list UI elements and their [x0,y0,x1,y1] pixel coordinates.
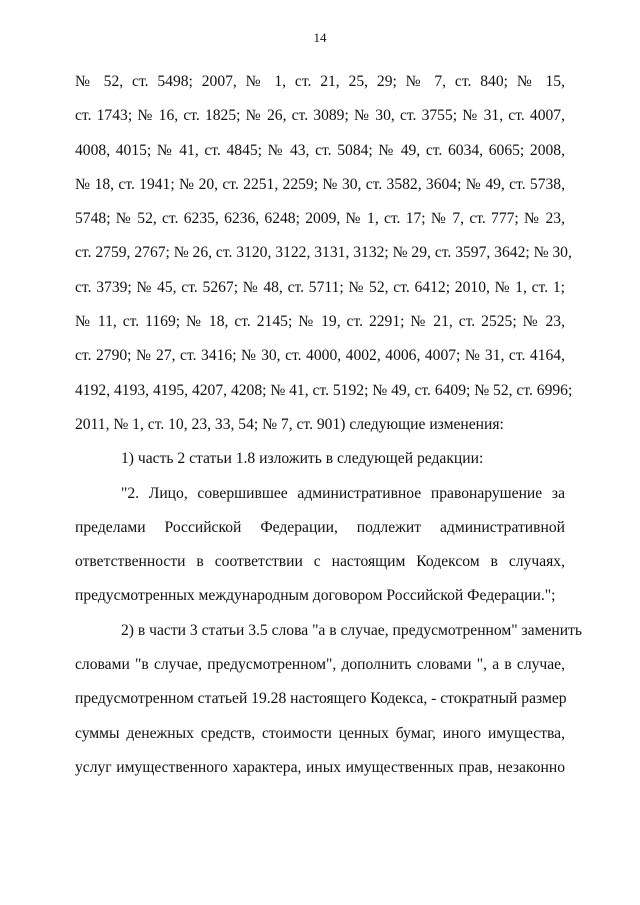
paragraph-first-line: 2) в части 3 статьи 3.5 слова "а в случае, предусмотренном" заменить [121,621,582,639]
text-line: № 18, ст. 1941; № 20, ст. 2251, 2259; № 30, ст. 3582, 3604; № 49, ст. 5738, [75,175,565,193]
paragraph-first-line: "2. Лицо, совершившее административное правонарушение за [121,484,565,502]
text-line: 2011, № 1, ст. 10, 23, 33, 54; № 7, ст. 901) следующие изменения: [75,415,504,433]
text-line: услуг имущественного характера, иных имущественных прав, незаконно [75,758,565,776]
text-line: № 11, ст. 1169; № 18, ст. 2145; № 19, ст. 2291; № 21, ст. 2525; № 23, [75,313,565,331]
text-line: пределами Российской Федерации, подлежит административной [75,518,565,536]
text-line: № 52, ст. 5498; 2007, № 1, ст. 21, 25, 29; № 7, ст. 840; № 15, [75,73,565,90]
text-line: суммы денежных средств, стоимости ценных бумаг, иного имущества, [75,724,565,742]
body-text [75,65,582,785]
text-line: 4008, 4015; № 41, ст. 4845; № 43, ст. 5084; № 49, ст. 6034, 6065; 2008, [75,141,565,159]
paragraph-first-line: 1) часть 2 статьи 1.8 изложить в следующей редакции: [121,450,484,468]
text-line: 5748; № 52, ст. 6235, 6236, 6248; 2009, № 1, ст. 17; № 7, ст. 777; № 23, [75,210,565,228]
text-line: ст. 2790; № 27, ст. 3416; № 30, ст. 4000, 4002, 4006, 4007; № 31, ст. 4164, [75,347,565,365]
text-line: ст. 3739; № 45, ст. 5267; № 48, ст. 5711; № 52, ст. 6412; 2010, № 1, ст. 1; [75,278,565,296]
page-number: 14 [313,30,327,45]
text-line: предусмотренных международным договором Российской Федерации."; [75,587,556,605]
text-line: 4192, 4193, 4195, 4207, 4208; № 41, ст. 5192; № 49, ст. 6409; № 52, ст. 6996; [75,381,573,399]
text-line: ст. 2759, 2767; № 26, ст. 3120, 3122, 3131, 3132; № 29, ст. 3597, 3642; № 30, [75,244,572,262]
text-line: ответственности в соответствии с настоящим Кодексом в случаях, [75,553,565,571]
text-line: словами "в случае, предусмотренном", дополнить словами ", а в случае, [75,656,565,674]
text-line: предусмотренном статьей 19.28 настоящего Кодекса, - стократный размер [75,690,567,708]
text-line: ст. 1743; № 16, ст. 1825; № 26, ст. 3089; № 30, ст. 3755; № 31, ст. 4007, [75,107,565,125]
